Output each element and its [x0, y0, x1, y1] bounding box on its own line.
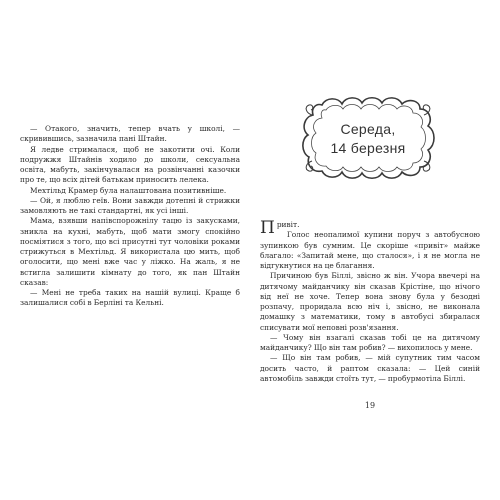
first-paragraph-rest: ривіт. — [276, 220, 300, 229]
left-paragraph-2: Я ледве стрималася, щоб не закотити очі. Коли подружжя Штайнів ходило до школи, сексуальна освіта, мабуть, закінчувалася на розвінчанні казочки про те, що всіх дітей батькам приносить лелека. — [20, 144, 240, 185]
ornamental-frame-icon — [300, 95, 436, 181]
page-number: 19 — [364, 401, 376, 410]
right-page — [260, 220, 480, 384]
left-paragraph-3: Мехтільд Крамер була налаштована позитивніше. — [30, 185, 227, 195]
left-paragraph-1: — Отакого, значить, тепер вчать у школі, — скривившись, зазначила пані Штайн. — [20, 124, 240, 144]
left-paragraph-6: — Мені не треба таких на нашій вулиці. Краще б залишалися собі в Берліні та Кельні. — [20, 288, 240, 308]
right-paragraph-3: — Чому він взагалі сказав тобі це на дитячому майданчику? Що він там робив? — вихопилось у мене. — [260, 332, 480, 352]
right-paragraph-1: Голос неопалимої купини поруч з автобусною зупинкою був сумним. Це скоріше «привіт» майже благало: «Запитай мене, що сталося», і я не могла не відгукнутися на це благання. — [260, 230, 480, 270]
left-page — [20, 124, 240, 309]
chapter-title-line-2: 14 березня — [330, 140, 406, 156]
left-paragraph-4: — Ой, я люблю геїв. Вони завжди дотепні й стрижки замовляють не такі стандартні, як усі інші. — [20, 195, 240, 215]
right-paragraph-4: — Що він там робив, — мій супутник тим часом досить часто, й раптом сказала: — Цей синій автомобіль завжди стоїть тут, — пробурмотіла Біллі. — [260, 353, 480, 383]
right-first-paragraph — [260, 218, 480, 238]
chapter-title-line-1: Середа, — [340, 121, 396, 137]
left-paragraph-5: Мама, взявши напівспорожнілу тацю із закусками, зникла на кухні, мабуть, щоб мати змогу спокійно посміятися з того, що всі присутні тут чоловіки роками стрижуться в Мехтільд. Я використала цю мить, щоб оголосити, що мені вже час у ліжко. На жаль, я не встигла залишити кімнату до того, як пан Штайн сказав: — [20, 216, 240, 287]
drop-cap: П — [260, 218, 275, 238]
right-paragraph-2: Причиною був Біллі, звісно ж він. Учора ввечері на дитячому майданчику він сказав Крістіне, що нічого від неї не хоче. Тепер вона знову була у безодні розпачу, проридала всю ніч і, звісно, не виконала домашку з математики, тому в автобусі збиралася списувати мої неповні розв'язання. — [260, 271, 480, 332]
chapter-heading-frame — [300, 95, 436, 181]
